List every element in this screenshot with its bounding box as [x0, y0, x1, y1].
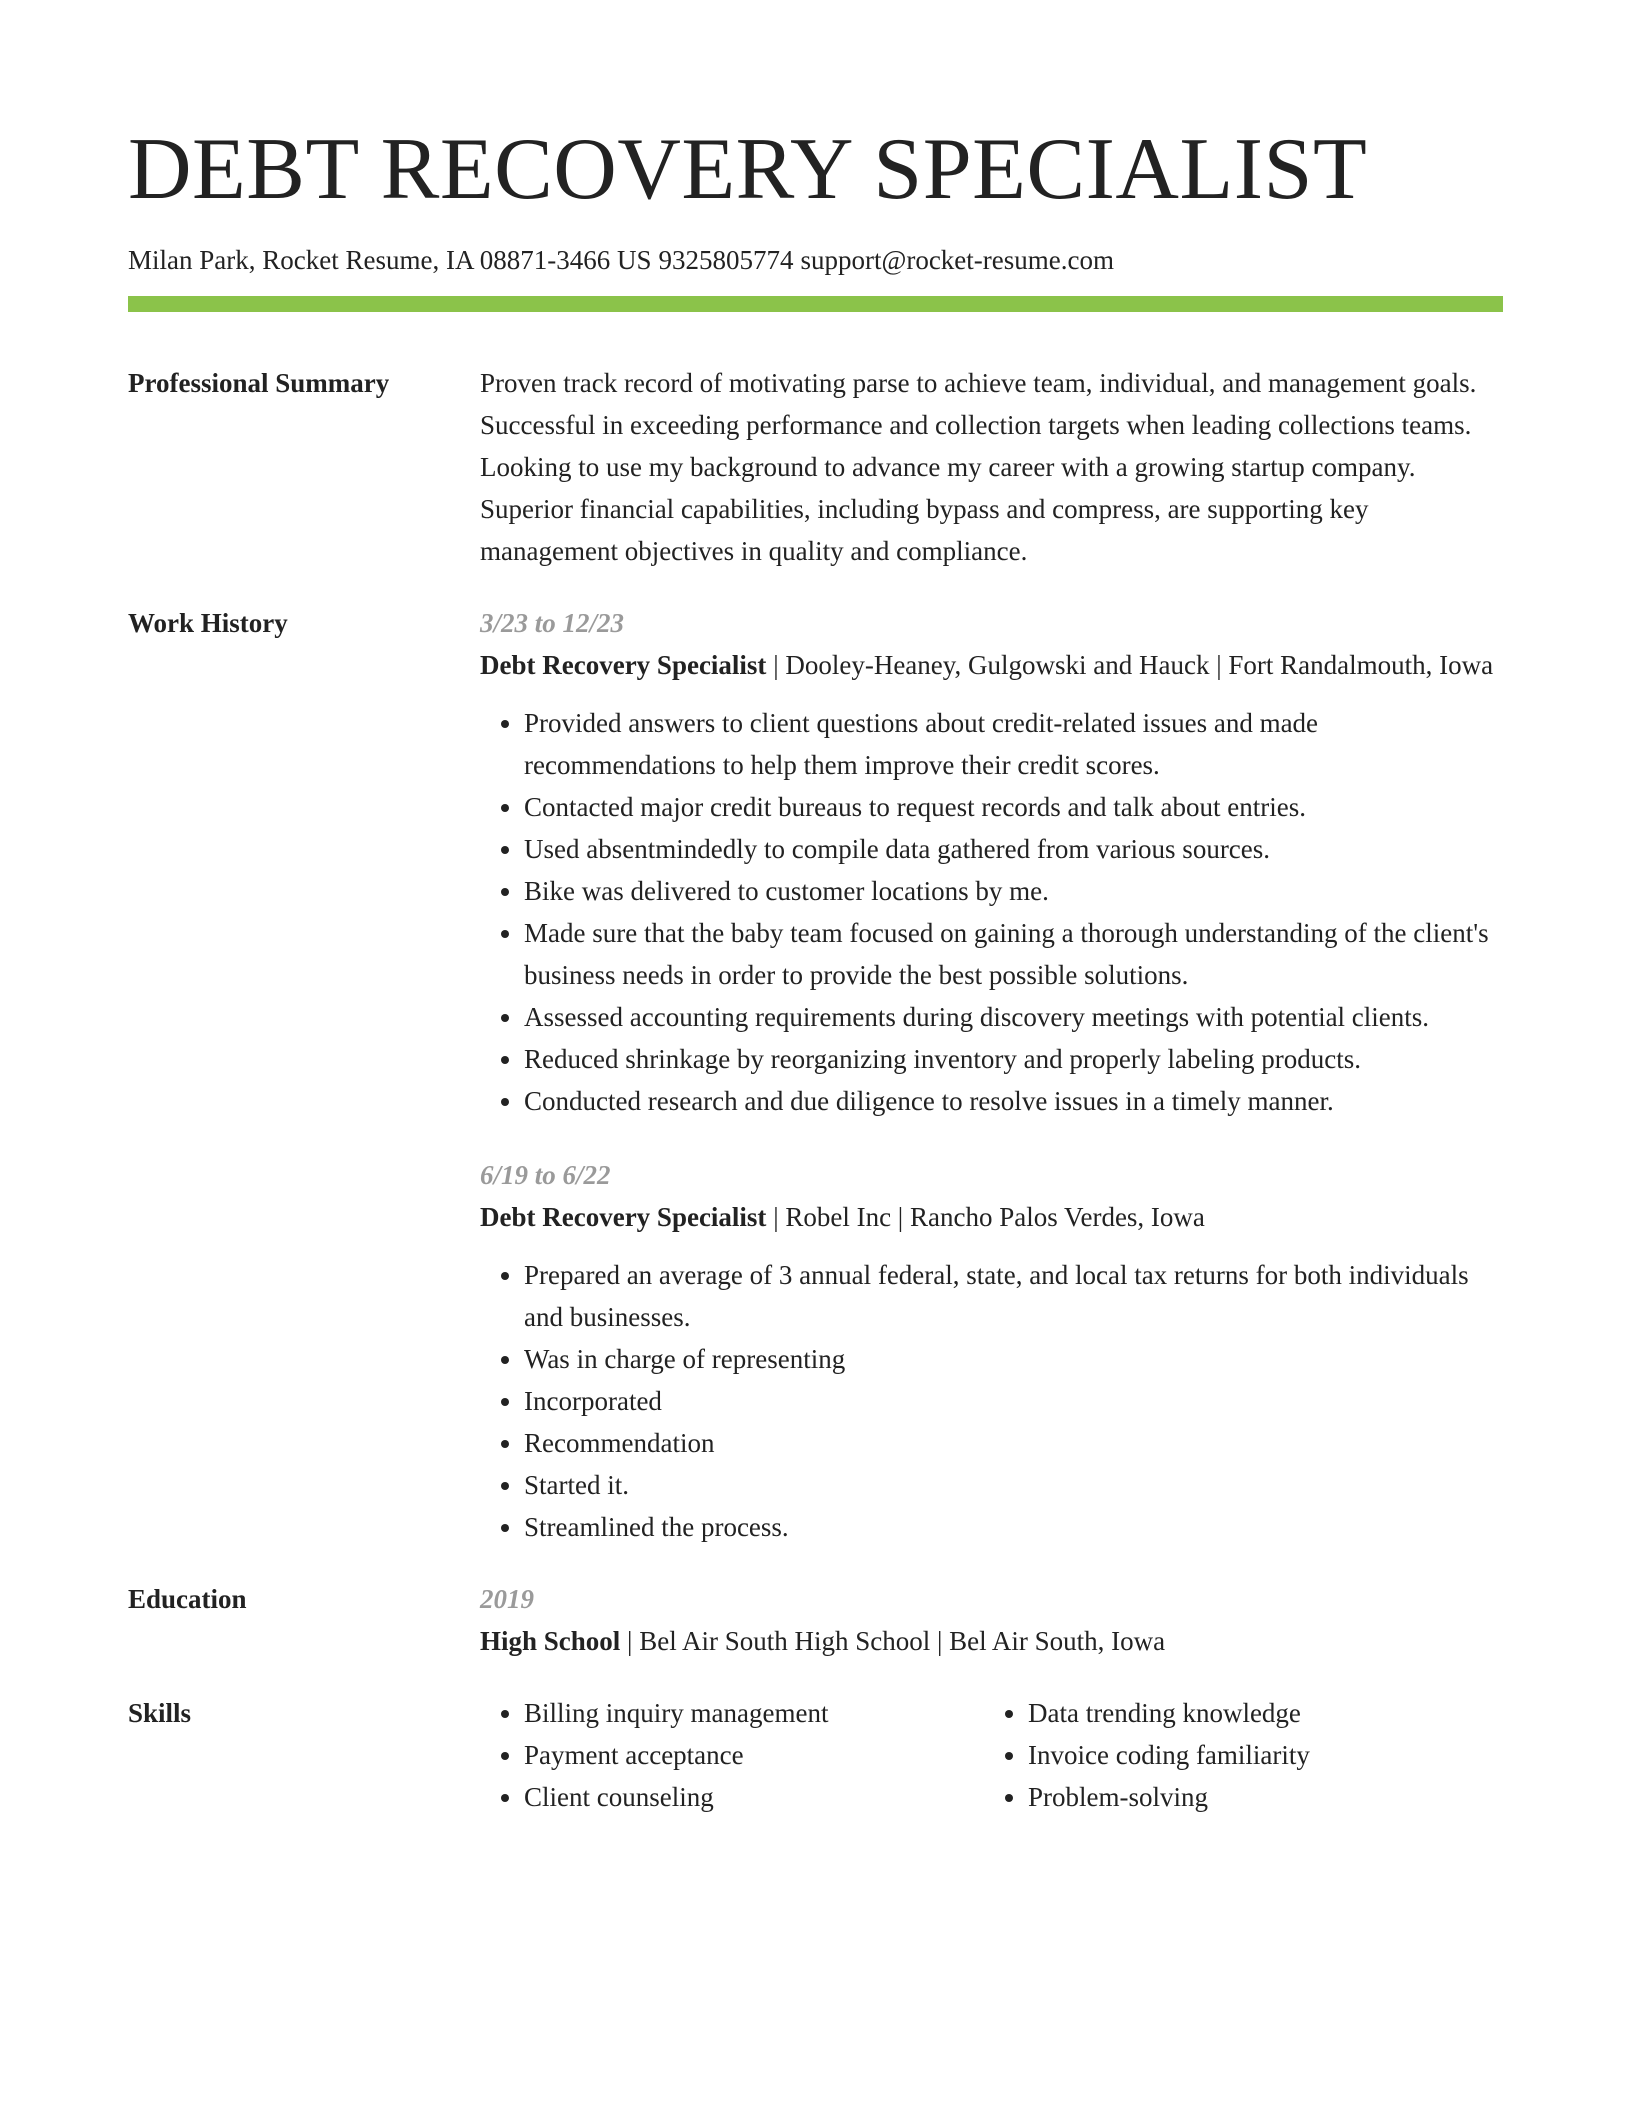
bullet-item: • Assessed accounting requirements during discovery meetings with potential clients.: [524, 996, 1503, 1038]
education-heading: Education: [128, 1584, 247, 1614]
bullet-item: • Started it.: [524, 1464, 1503, 1506]
job-dates: 3/23 to 12/23: [480, 608, 625, 638]
bullet-item: • Contacted major credit bureaus to request records and talk about entries.: [524, 786, 1503, 828]
bullet-item: • Used absentmindedly to compile data gathered from various sources.: [524, 828, 1503, 870]
skill-item: • Client counseling: [524, 1776, 984, 1818]
skill-item: • Data trending knowledge: [1028, 1692, 1498, 1734]
contact-line: [128, 244, 1503, 276]
skills-list-left: [480, 1692, 984, 1818]
contact-address: Milan Park, Rocket Resume, IA 08871-3466 US: [128, 245, 652, 275]
bullet-item: • Provided answers to client questions about credit-related issues and made recommendations to help them improve their credit scores.: [524, 702, 1503, 786]
job-entry: [480, 602, 1503, 1122]
skill-item: • Invoice coding familiarity: [1028, 1734, 1498, 1776]
bullet-item: • Reduced shrinkage by reorganizing inventory and properly labeling products.: [524, 1038, 1503, 1080]
summary-section: [128, 362, 1503, 572]
work-history-section: [128, 602, 1503, 1548]
education-entry: [480, 1620, 1503, 1662]
summary-body: [480, 362, 1503, 572]
skill-item: • Problem-solving: [1028, 1776, 1498, 1818]
skill-item: • Billing inquiry management: [524, 1692, 984, 1734]
job-bullets: [480, 1254, 1503, 1548]
summary-heading: Professional Summary: [128, 368, 390, 398]
bullet-item: • Recommendation: [524, 1422, 1503, 1464]
job-details: | Robel Inc | Rancho Palos Verdes, Iowa: [766, 1202, 1205, 1232]
header-divider: [128, 296, 1503, 312]
bullet-item: • Conducted research and due diligence to resolve issues in a timely manner.: [524, 1080, 1503, 1122]
skill-item: • Payment acceptance: [524, 1734, 984, 1776]
bullet-item: • Bike was delivered to customer locations by me.: [524, 870, 1503, 912]
job-bullets: [480, 702, 1503, 1122]
job-entry: [480, 1154, 1503, 1548]
education-section: [128, 1578, 1503, 1662]
skills-body: [480, 1692, 1503, 1818]
contact-email: support@rocket-resume.com: [800, 245, 1114, 275]
education-year: 2019: [480, 1584, 534, 1614]
bullet-item: • Prepared an average of 3 annual federal, state, and local tax returns for both individuals and businesses.: [524, 1254, 1503, 1338]
job-details: | Dooley-Heaney, Gulgowski and Hauck | Fort Randalmouth, Iowa: [766, 650, 1494, 680]
resume-page: [128, 0, 1503, 1818]
education-details: | Bel Air South High School | Bel Air South, Iowa: [620, 1626, 1166, 1656]
contact-phone: 9325805774: [658, 245, 794, 275]
job-heading: [480, 644, 1503, 686]
skills-heading: Skills: [128, 1698, 192, 1728]
job-dates: 6/19 to 6/22: [480, 1160, 611, 1190]
job-title: Debt Recovery Specialist: [480, 650, 767, 680]
skills-section: [128, 1692, 1503, 1818]
bullet-item: • Made sure that the baby team focused on gaining a thorough understanding of the client's business needs in order to provide the best possible solutions.: [524, 912, 1503, 996]
skills-list-right: [984, 1692, 1498, 1818]
summary-text: Proven track record of motivating parse to achieve team, individual, and management goals. Successful in exceeding performance and collection targets when leading collections teams. Looking to use my background to advance my career with a growing startup company. Superior financial capabilities, including bypass and compress, are supporting key management objectives in quality and compliance.: [480, 368, 1477, 566]
work-history-body: [480, 602, 1503, 1548]
job-title: Debt Recovery Specialist: [480, 1202, 767, 1232]
skills-grid: [480, 1692, 1503, 1818]
bullet-item: • Incorporated: [524, 1380, 1503, 1422]
candidate-title: DEBT RECOVERY SPECIALIST: [128, 121, 1368, 218]
work-history-heading: Work History: [128, 608, 288, 638]
education-body: [480, 1578, 1503, 1662]
education-degree: High School: [480, 1626, 621, 1656]
bullet-item: • Was in charge of representing: [524, 1338, 1503, 1380]
bullet-item: • Streamlined the process.: [524, 1506, 1503, 1548]
job-heading: [480, 1196, 1503, 1238]
